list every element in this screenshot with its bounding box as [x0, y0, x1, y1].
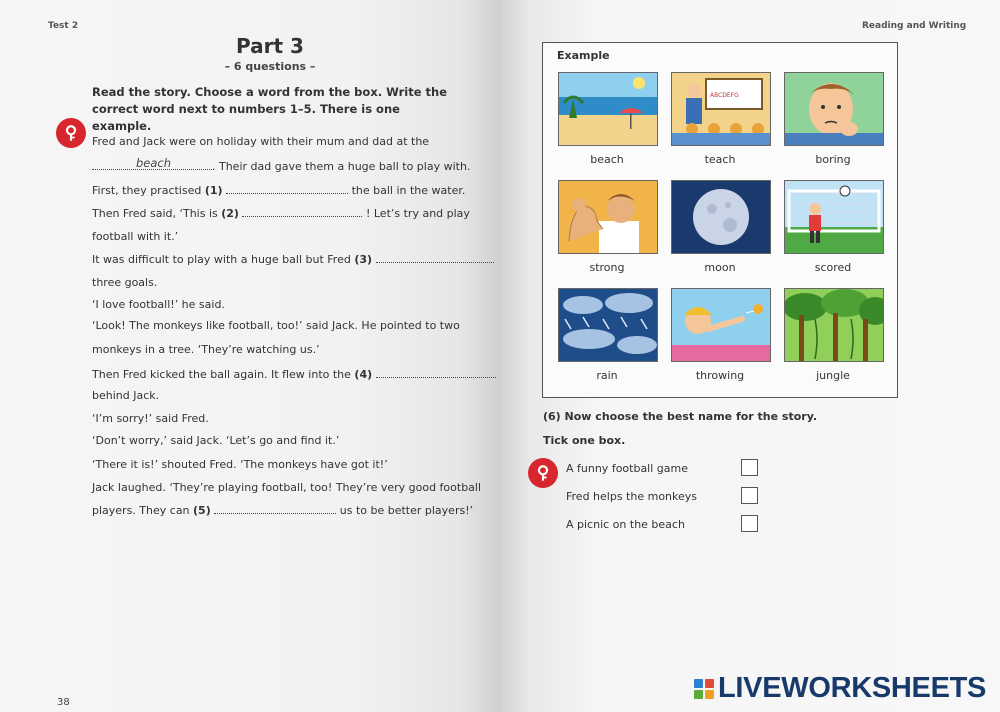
- board-text: ABCDEFG: [710, 92, 739, 99]
- part-title: Part 3: [236, 34, 304, 58]
- story-line: ‘I’m sorry!’ said Fred.: [92, 412, 209, 425]
- word-beach: beach: [590, 153, 624, 166]
- word-moon: moon: [704, 261, 736, 274]
- word-jungle: jungle: [816, 369, 850, 382]
- story-line: ‘Look! The monkeys like football, too!’ said Jack. He pointed to two: [92, 319, 460, 332]
- option-checkbox[interactable]: [741, 459, 758, 476]
- rain-picture: [558, 288, 658, 362]
- option-label: A picnic on the beach: [566, 518, 685, 531]
- story-line: players. They can (5) us to be better players!’: [92, 504, 474, 517]
- story-line: First, they practised (1) the ball in the water.: [92, 184, 466, 197]
- page-number: 38: [57, 697, 70, 708]
- strong-picture: [558, 180, 658, 254]
- word-boring: boring: [815, 153, 851, 166]
- right-header: Reading and Writing: [862, 21, 967, 31]
- answer-blank-5[interactable]: [214, 503, 336, 514]
- question-number-4: (4): [354, 368, 373, 381]
- left-header: Test 2: [48, 21, 79, 31]
- story-line: Fred and Jack were on holiday with their mum and dad at the: [92, 135, 430, 148]
- word-teach: teach: [704, 153, 736, 166]
- scored-picture: [784, 180, 884, 254]
- option-label: A funny football game: [566, 462, 688, 475]
- question-number-1: (1): [204, 184, 223, 197]
- beach-picture: [558, 72, 658, 146]
- word-throwing: throwing: [695, 369, 745, 382]
- logo-mark: [694, 679, 714, 699]
- story-line: ‘Don’t worry,’ said Jack. ‘Let’s go and find it.’: [92, 434, 340, 447]
- key-icon: [56, 118, 86, 148]
- story-line: three goals.: [92, 276, 158, 289]
- tick-instruction: Tick one box.: [543, 434, 626, 447]
- story-line: Then Fred kicked the ball again. It flew into the (4): [92, 367, 496, 381]
- option-checkbox[interactable]: [741, 487, 758, 504]
- word-scored: scored: [814, 261, 852, 274]
- word-rain: rain: [596, 369, 618, 382]
- word-strong: strong: [589, 261, 625, 274]
- story-line: football with it.’: [92, 230, 179, 243]
- logo-text: LIVEWORKSHEETS: [718, 672, 987, 704]
- jungle-picture: [784, 288, 884, 362]
- story-line: beach . Their dad gave them a huge ball to play with.: [92, 159, 470, 173]
- answer-blank-2[interactable]: [242, 206, 362, 217]
- story-line: It was difficult to play with a huge ball but Fred (3): [92, 252, 494, 266]
- story-line: ‘I love football!’ he said.: [92, 298, 225, 311]
- example-label: Example: [557, 49, 610, 62]
- boring-picture: [784, 72, 884, 146]
- answer-blank-1[interactable]: [226, 183, 348, 194]
- throwing-picture: [671, 288, 771, 362]
- option-checkbox[interactable]: [741, 515, 758, 532]
- word-box: [542, 42, 898, 398]
- question-number-2: (2): [221, 207, 239, 220]
- story-line: ‘There it is!’ shouted Fred. ‘The monkeys have got it!’: [92, 458, 388, 471]
- teach-picture: [671, 72, 771, 146]
- story-line: Jack laughed. ‘They’re playing football, too! They’re very good football: [92, 481, 482, 494]
- instructions: Read the story. Choose a word from the box. Write the correct word next to numbers 1–5. There is one example.: [92, 85, 447, 133]
- example-answer: beach: [136, 156, 172, 170]
- question-number-3: (3): [354, 253, 373, 266]
- answer-blank-3[interactable]: [376, 252, 494, 263]
- key-icon: [528, 458, 558, 488]
- story-line: behind Jack.: [92, 389, 160, 402]
- part-subtitle: – 6 questions –: [224, 60, 316, 73]
- moon-picture: [671, 180, 771, 254]
- question-number-5: (5): [193, 504, 211, 517]
- question-6: (6) Now choose the best name for the story.: [543, 410, 818, 423]
- liveworksheets-logo: [694, 672, 986, 705]
- answer-blank-4[interactable]: [376, 367, 496, 378]
- option-label: Fred helps the monkeys: [566, 490, 698, 503]
- story-line: Then Fred said, ‘This is (2) ! Let’s try and play: [92, 207, 470, 220]
- example-blank: [92, 156, 212, 170]
- story-line: monkeys in a tree. ‘They’re watching us.’: [92, 343, 320, 356]
